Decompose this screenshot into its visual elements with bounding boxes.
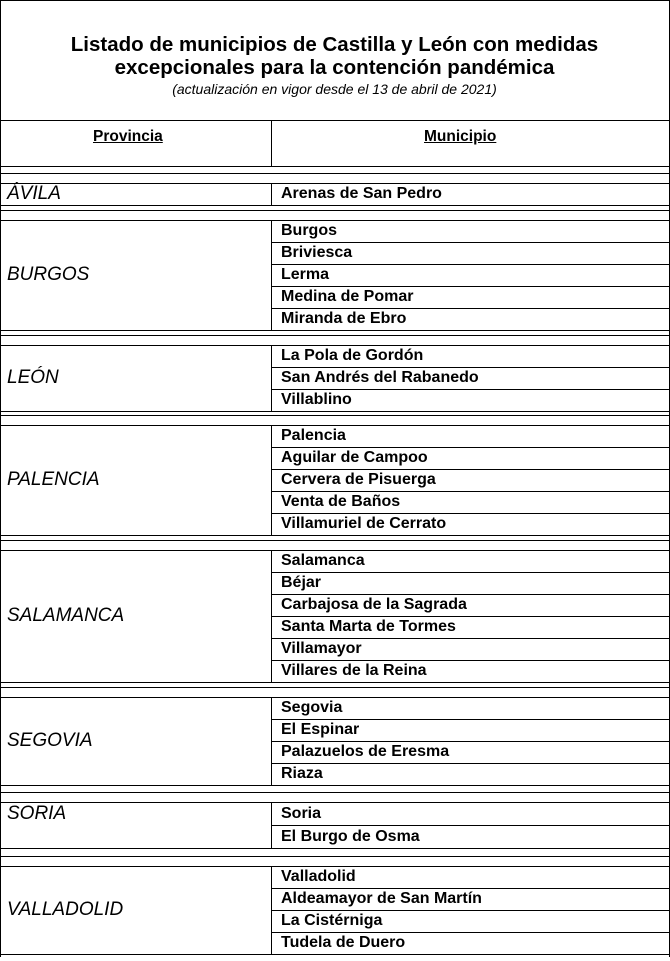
group-separator-rule — [0, 540, 669, 541]
group-bottom-rule — [0, 205, 669, 206]
municipality-row-rule — [271, 367, 669, 368]
document-subtitle: (actualización en vigor desde el 13 de abril de 2021) — [172, 81, 497, 97]
municipality-name: El Burgo de Osma — [281, 827, 420, 845]
municipality-name: Medina de Pomar — [281, 288, 414, 305]
municipality-name: Salamanca — [281, 552, 365, 569]
municipality-name: Segovia — [281, 699, 343, 716]
group-top-rule — [0, 550, 669, 551]
municipality-name: Palencia — [281, 427, 346, 444]
province-name: BURGOS — [7, 264, 90, 285]
group-top-rule — [0, 697, 669, 698]
document-title-line-2: excepcionales para la contención pandémica — [114, 56, 555, 79]
municipality-name: Aguilar de Campoo — [281, 449, 428, 466]
group-separator-rule — [0, 210, 669, 211]
column-divider — [271, 345, 272, 411]
municipality-name: Villares de la Reina — [281, 662, 427, 679]
municipality-row-rule — [271, 638, 669, 639]
group-separator-rule — [0, 687, 669, 688]
municipality-name: Tudela de Duero — [281, 934, 406, 951]
municipality-row-rule — [271, 763, 669, 764]
municipality-name: Lerma — [281, 266, 330, 283]
municipality-row-rule — [271, 308, 669, 309]
municipality-row-rule — [271, 469, 669, 470]
province-name: SEGOVIA — [7, 730, 93, 751]
province-name: LEÓN — [7, 367, 59, 388]
municipality-name: Villablino — [281, 391, 352, 408]
column-divider — [271, 120, 272, 166]
municipality-name: Aldeamayor de San Martín — [281, 890, 482, 907]
group-bottom-rule — [0, 535, 669, 536]
province-name: SALAMANCA — [7, 605, 125, 626]
header-municipality: Municipio — [424, 128, 497, 145]
group-separator-rule — [0, 335, 669, 336]
group-bottom-rule — [0, 785, 669, 786]
group-separator-rule — [0, 415, 669, 416]
group-bottom-rule — [0, 682, 669, 683]
municipality-row-rule — [271, 932, 669, 933]
municipality-name: Santa Marta de Tormes — [281, 618, 456, 635]
group-bottom-rule — [0, 954, 669, 955]
header-province: Provincia — [93, 128, 163, 145]
column-divider — [271, 425, 272, 535]
municipality-row-rule — [271, 572, 669, 573]
province-name: PALENCIA — [7, 469, 100, 490]
province-name: ÁVILA — [7, 183, 61, 204]
municipality-name: Béjar — [281, 574, 322, 591]
municipality-name: Palazuelos de Eresma — [281, 743, 450, 760]
municipality-name: Valladolid — [281, 868, 356, 885]
group-separator-rule — [0, 173, 669, 174]
municipality-name: La Cistérniga — [281, 912, 383, 929]
municipality-row-rule — [271, 825, 669, 826]
group-top-rule — [0, 866, 669, 867]
municipality-row-rule — [271, 594, 669, 595]
municipality-name: La Pola de Gordón — [281, 347, 424, 364]
municipality-row-rule — [271, 264, 669, 265]
municipality-name: Arenas de San Pedro — [281, 185, 442, 202]
municipality-name: Riaza — [281, 765, 323, 782]
group-separator-rule — [0, 792, 669, 793]
group-separator-rule — [0, 856, 669, 857]
municipality-name: Soria — [281, 804, 322, 822]
municipality-row-rule — [271, 660, 669, 661]
table-top-border — [0, 0, 669, 1]
municipality-name: Venta de Baños — [281, 493, 401, 510]
group-bottom-rule — [0, 411, 669, 412]
title-bottom-border — [0, 120, 669, 121]
group-top-rule — [0, 345, 669, 346]
municipality-row-rule — [271, 242, 669, 243]
group-top-rule — [0, 802, 669, 803]
group-bottom-rule — [0, 848, 669, 849]
municipality-row-rule — [271, 389, 669, 390]
municipality-name: El Espinar — [281, 721, 360, 738]
municipality-name: Villamayor — [281, 640, 362, 657]
document-title-line-1: Listado de municipios de Castilla y León con medidas — [70, 33, 599, 56]
municipality-row-rule — [271, 616, 669, 617]
municipality-name: Villamuriel de Cerrato — [281, 515, 447, 532]
municipality-row-rule — [271, 286, 669, 287]
column-divider — [271, 220, 272, 330]
municipality-row-rule — [271, 447, 669, 448]
municipality-name: Miranda de Ebro — [281, 310, 407, 327]
table-left-border — [0, 0, 1, 957]
municipality-row-rule — [271, 491, 669, 492]
province-name: SORIA — [7, 802, 67, 824]
column-divider — [271, 183, 272, 205]
group-top-rule — [0, 183, 669, 184]
municipality-row-rule — [271, 513, 669, 514]
province-name: VALLADOLID — [7, 899, 124, 920]
municipality-name: Cervera de Pisuerga — [281, 471, 436, 488]
municipality-row-rule — [271, 910, 669, 911]
group-top-rule — [0, 425, 669, 426]
municipality-name: Burgos — [281, 222, 337, 239]
municipality-name: Briviesca — [281, 244, 353, 261]
municipality-row-rule — [271, 719, 669, 720]
municipality-row-rule — [271, 888, 669, 889]
municipality-row-rule — [271, 741, 669, 742]
municipality-name: San Andrés del Rabanedo — [281, 369, 479, 386]
municipality-name: Carbajosa de la Sagrada — [281, 596, 467, 613]
group-bottom-rule — [0, 330, 669, 331]
group-top-rule — [0, 220, 669, 221]
header-bottom-border — [0, 166, 669, 167]
